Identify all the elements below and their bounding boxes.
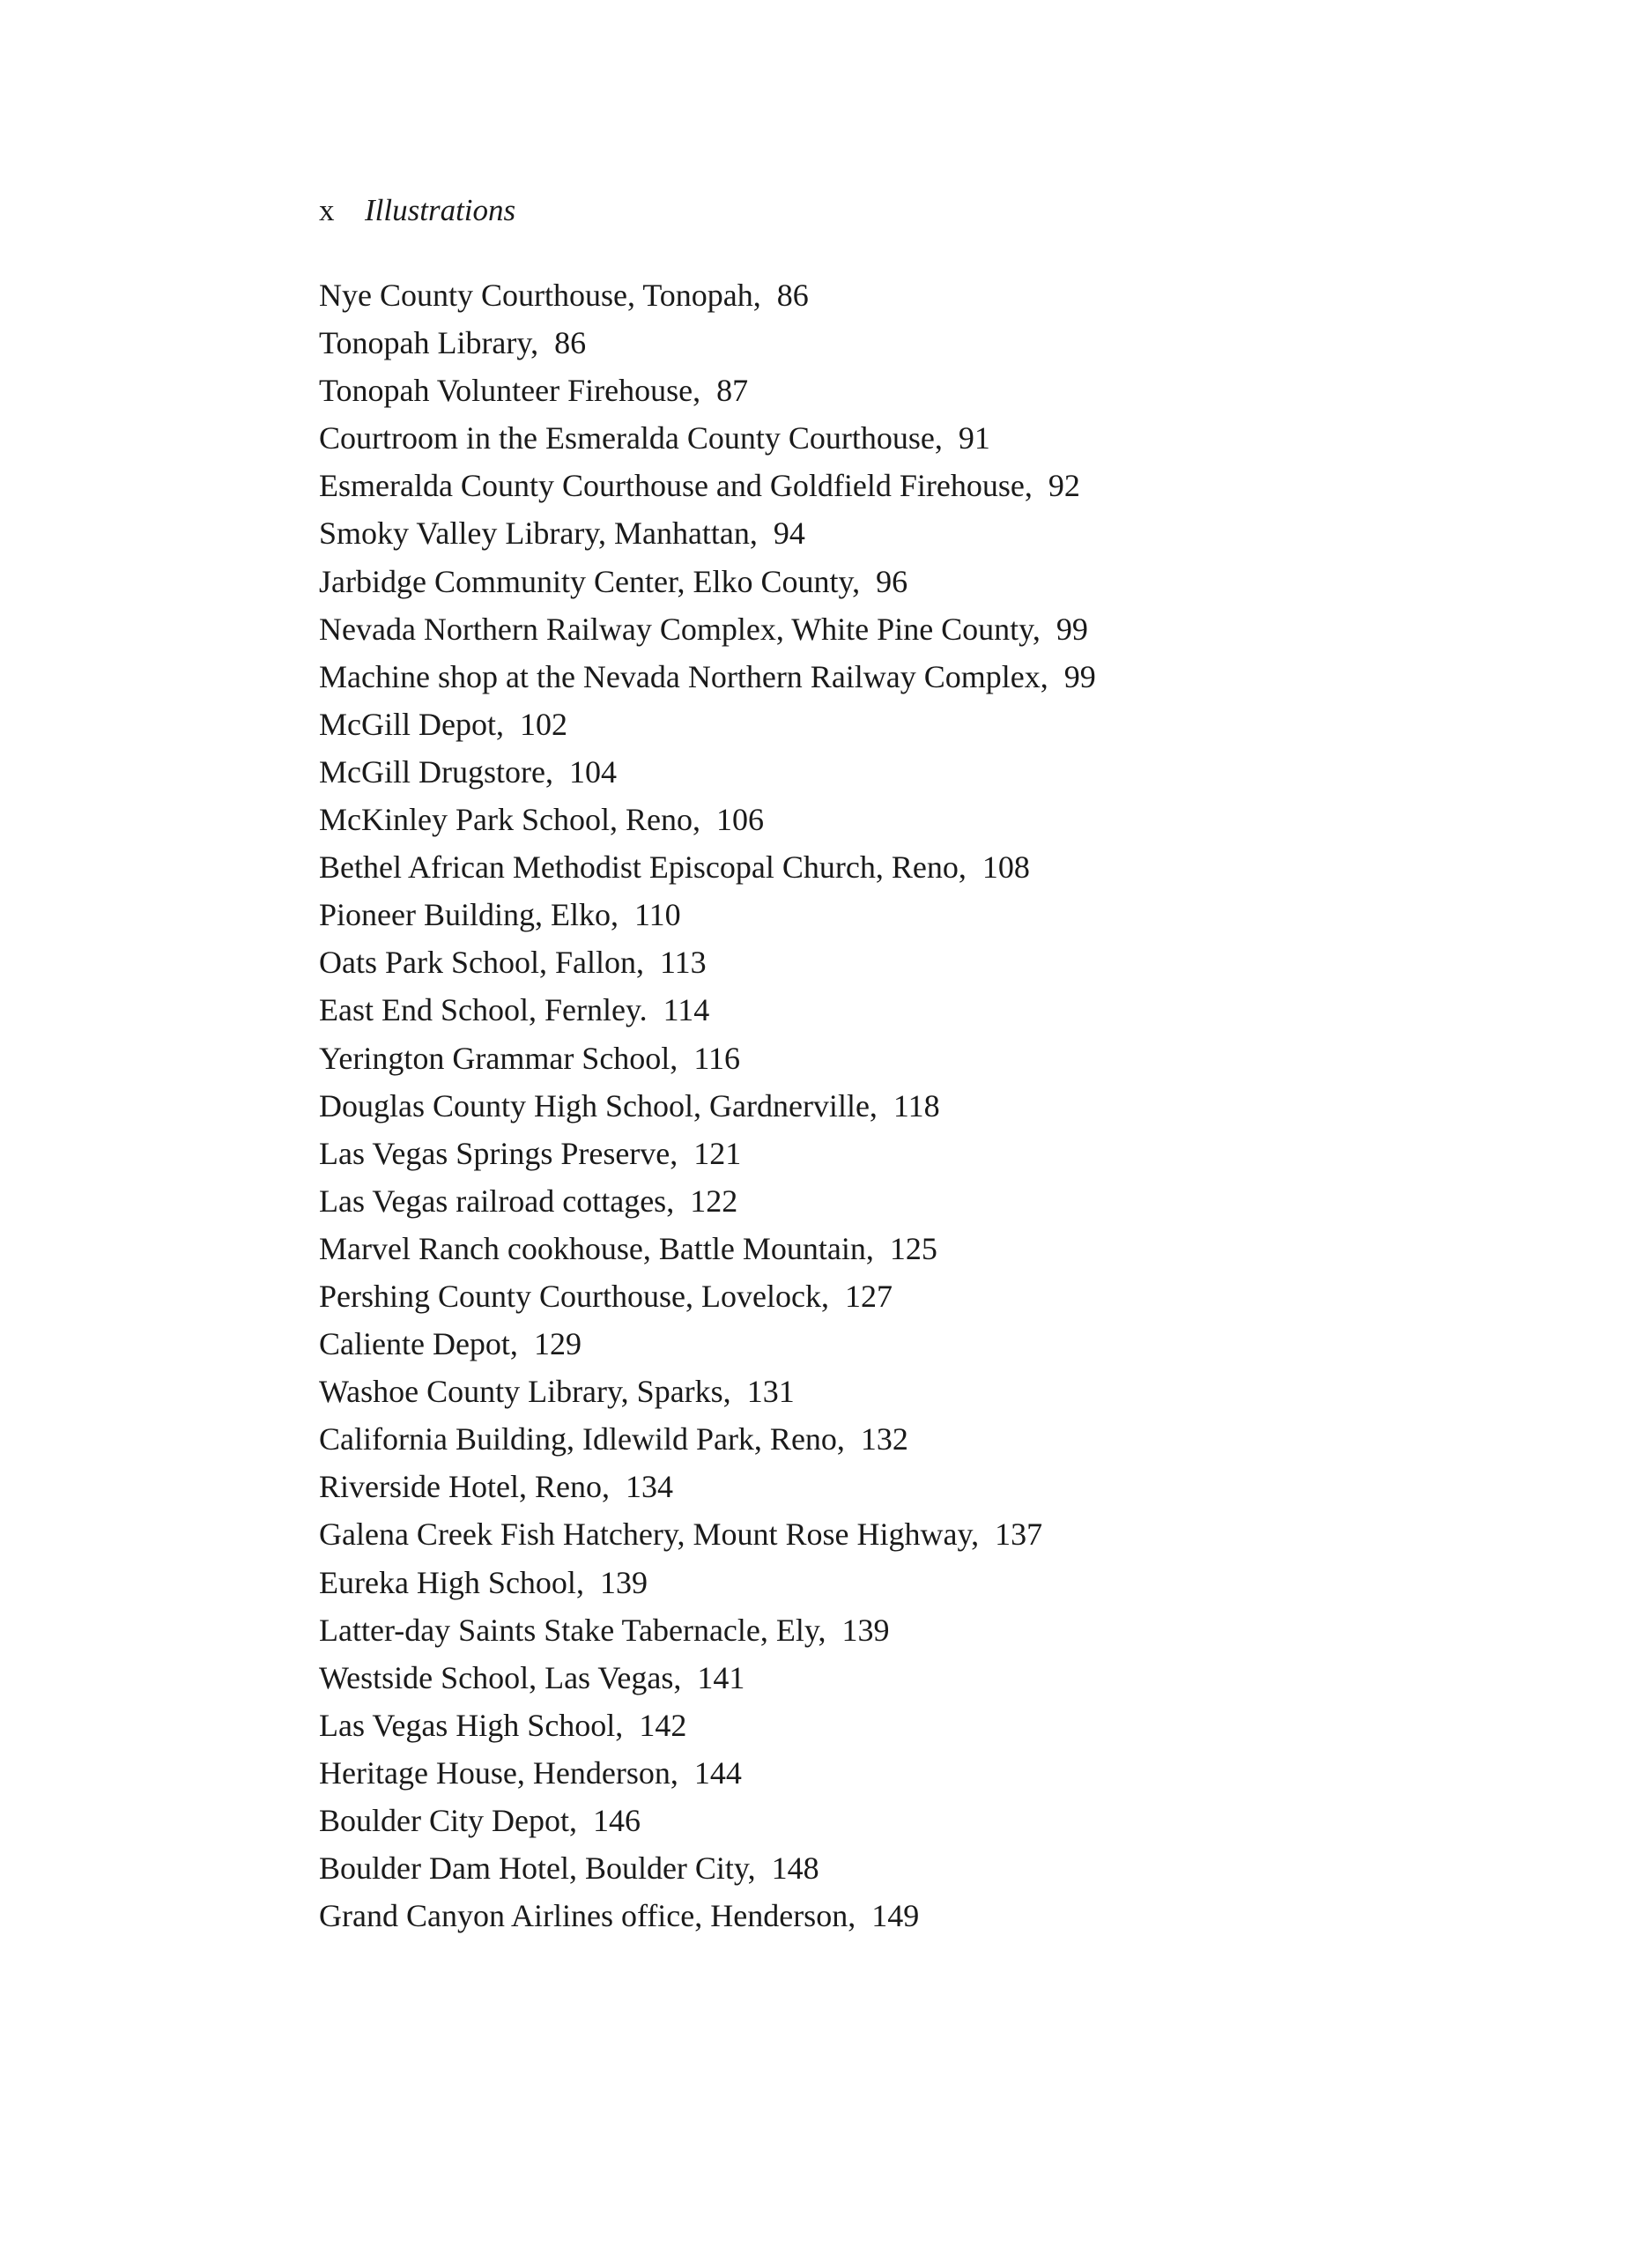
page-number: 139 [599,1564,648,1600]
page-number: 108 [982,849,1030,886]
list-item [319,1177,1096,1225]
page-number: 149 [871,1898,920,1934]
page-number: 106 [715,802,764,838]
illustration-caption: Caliente Depot, [319,1326,518,1362]
illustration-caption: Oats Park School, Fallon, [319,945,644,981]
page-number: 91 [958,420,990,456]
illustration-caption: McKinley Park School, Reno, [319,802,700,838]
page-number: 122 [690,1183,738,1219]
list-item [319,938,1096,986]
illustration-caption: Boulder City Depot, [319,1803,577,1838]
page-number: 114 [663,992,710,1028]
running-head [319,189,515,233]
page-number: 96 [876,563,908,599]
illustration-caption: Yerington Grammar School, [319,1040,678,1076]
illustration-caption: Courtroom in the Esmeralda County Courthouse, [319,420,943,456]
list-item [319,1415,1096,1463]
page-number: 87 [716,373,749,409]
list-item [319,1844,1096,1892]
list-item [319,796,1096,843]
page-number: 142 [639,1707,687,1743]
list-item [319,891,1096,938]
page-number: 92 [1048,468,1080,504]
list-item [319,1225,1096,1272]
list-item [319,558,1096,605]
illustration-caption: Riverside Hotel, Reno, [319,1469,610,1505]
page-number: 131 [746,1374,795,1410]
list-item [319,1035,1096,1082]
illustration-caption: Machine shop at the Nevada Northern Railway Complex, [319,658,1048,694]
illustration-caption: Washoe County Library, Sparks, [319,1374,731,1410]
illustration-caption: McGill Depot, [319,706,504,742]
illustration-caption: Galena Creek Fish Hatchery, Mount Rose Highway, [319,1517,980,1553]
page-number: 137 [995,1517,1043,1553]
page-number: 146 [592,1803,641,1838]
list-item [319,319,1096,367]
page-number: 104 [568,753,617,790]
list-item [319,748,1096,796]
page-number: 141 [697,1659,745,1695]
list-item [319,1082,1096,1130]
page-number: 86 [776,278,809,313]
list-item [319,1272,1096,1320]
page-number: 132 [860,1421,908,1457]
list-item [319,414,1096,462]
illustration-caption: Las Vegas railroad cottages, [319,1183,675,1219]
illustration-caption: East End School, Fernley. [319,992,648,1028]
list-item [319,1463,1096,1510]
page-number: 86 [554,325,587,361]
list-item [319,1606,1096,1654]
list-item [319,605,1096,653]
illustration-caption: Douglas County High School, Gardnerville, [319,1087,878,1124]
page-number: 127 [844,1278,893,1314]
list-item [319,1130,1096,1177]
page-number: 99 [1063,658,1096,694]
page-number: 110 [633,897,681,933]
page-number: 102 [519,706,567,742]
page-number: 148 [771,1850,819,1887]
list-item [319,509,1096,557]
list-item [319,1892,1096,1939]
list-item [319,986,1096,1034]
illustration-caption: Las Vegas Springs Preserve, [319,1135,678,1171]
page-number: 134 [625,1469,673,1505]
page-number: 139 [841,1612,890,1648]
page-number: 125 [889,1230,937,1266]
illustration-caption: Bethel African Methodist Episcopal Church, Reno, [319,849,967,886]
page-number: 121 [693,1135,742,1171]
illustration-caption: Jarbidge Community Center, Elko County, [319,563,861,599]
page-folio: x [319,193,335,227]
page-number: 118 [893,1087,940,1124]
list-item [319,843,1096,891]
illustration-caption: California Building, Idlewild Park, Reno, [319,1421,845,1457]
page-number: 144 [693,1754,742,1791]
page-number: 129 [533,1326,582,1362]
illustration-caption: Esmeralda County Courthouse and Goldfield Firehouse, [319,468,1033,504]
illustration-caption: Grand Canyon Airlines office, Henderson, [319,1898,856,1934]
illustration-caption: Marvel Ranch cookhouse, Battle Mountain, [319,1230,874,1266]
list-item [319,367,1096,414]
illustration-caption: Pershing County Courthouse, Lovelock, [319,1278,829,1314]
list-item [319,1749,1096,1797]
illustration-caption: Nye County Courthouse, Tonopah, [319,278,761,313]
list-item [319,1654,1096,1702]
illustration-caption: Tonopah Library, [319,325,539,361]
illustration-caption: Heritage House, Henderson, [319,1754,678,1791]
list-item [319,1510,1096,1558]
page-number: 99 [1056,611,1088,647]
illustration-caption: Eureka High School, [319,1564,584,1600]
page-number: 116 [693,1040,740,1076]
list-item [319,1559,1096,1606]
page-number: 113 [659,945,707,981]
illustration-caption: Tonopah Volunteer Firehouse, [319,373,701,409]
illustration-caption: Las Vegas High School, [319,1707,624,1743]
illustration-caption: Boulder Dam Hotel, Boulder City, [319,1850,756,1887]
list-item [319,1797,1096,1844]
list-item [319,701,1096,748]
illustration-caption: Pioneer Building, Elko, [319,897,619,933]
list-item [319,653,1096,701]
illustration-caption: McGill Drugstore, [319,753,553,790]
list-item [319,1320,1096,1368]
illustration-caption: Westside School, Las Vegas, [319,1659,682,1695]
page-number: 94 [773,515,805,552]
illustrations-list [319,271,1096,1939]
illustration-caption: Smoky Valley Library, Manhattan, [319,515,758,552]
list-item [319,1368,1096,1415]
list-item [319,462,1096,509]
section-title: Illustrations [365,193,516,227]
illustration-caption: Latter-day Saints Stake Tabernacle, Ely, [319,1612,826,1648]
list-item [319,1702,1096,1749]
illustration-caption: Nevada Northern Railway Complex, White Pine County, [319,611,1041,647]
list-item [319,271,1096,319]
